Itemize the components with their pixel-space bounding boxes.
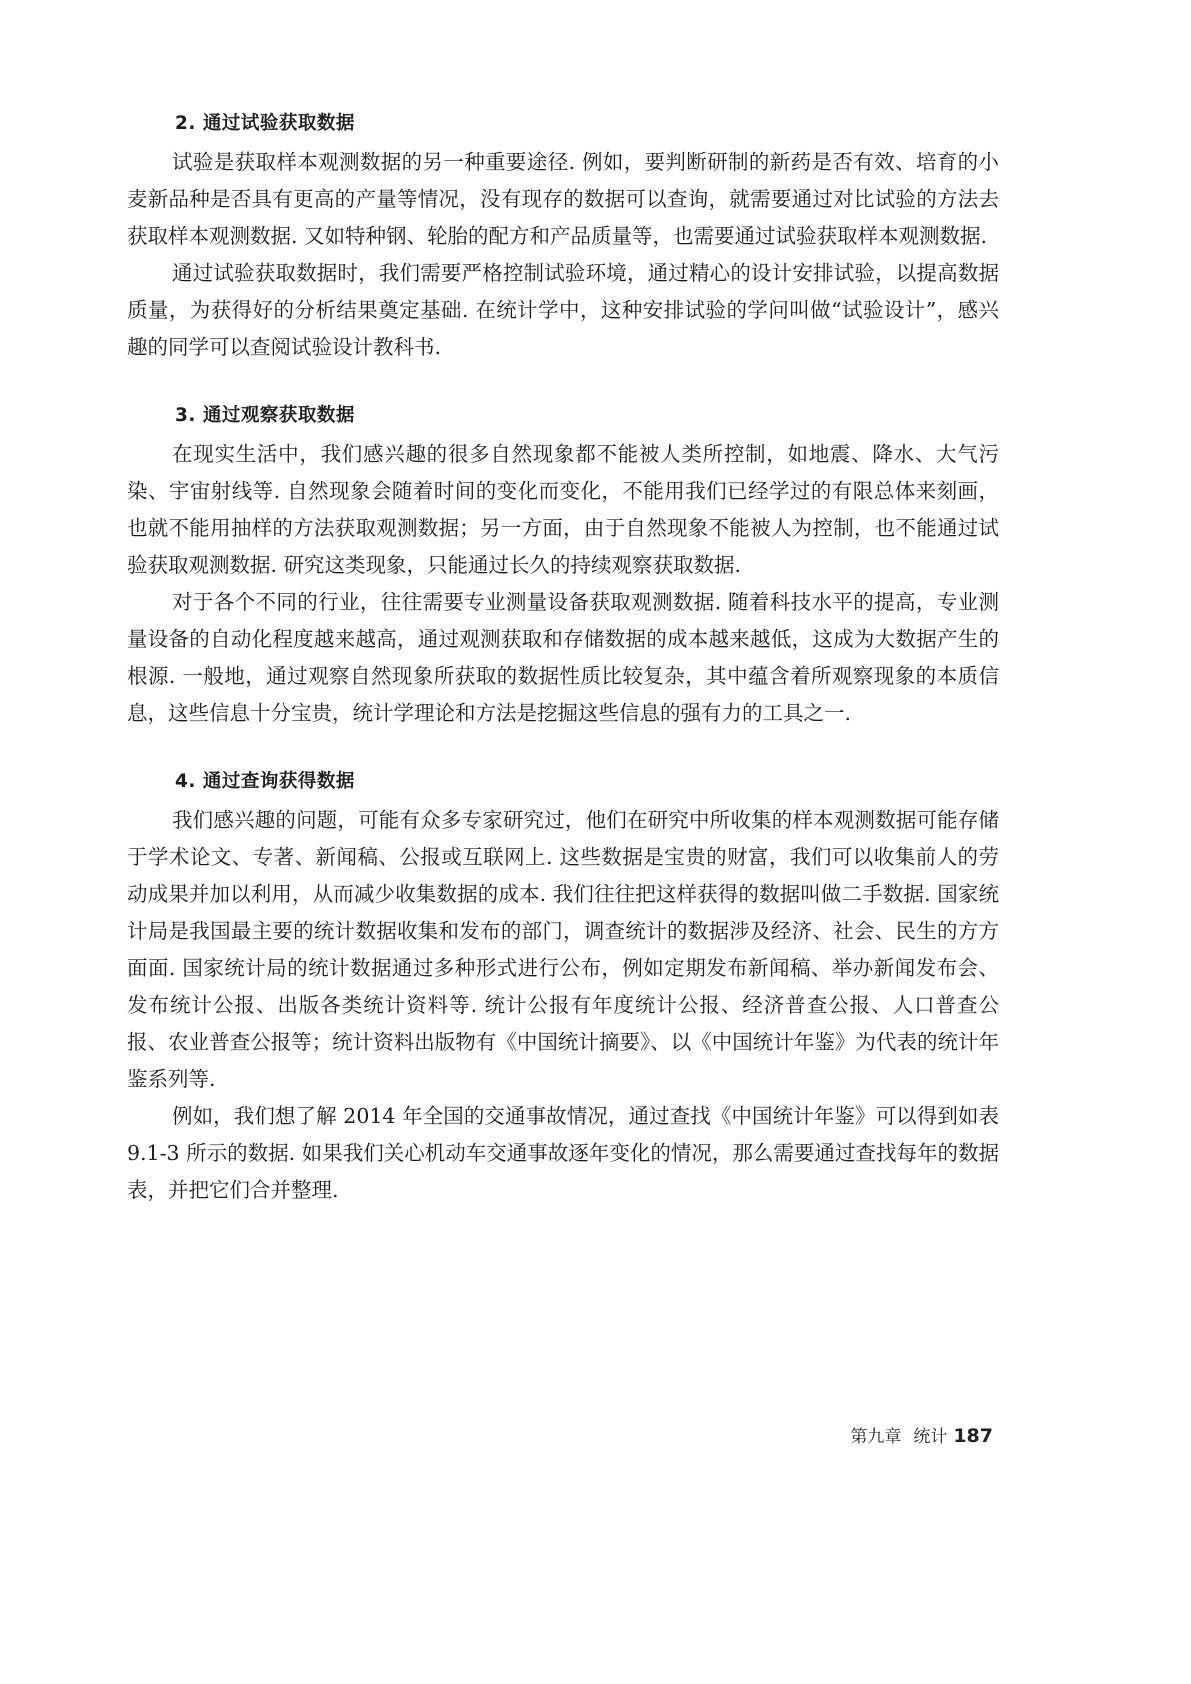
paragraph: 在现实生活中，我们感兴趣的很多自然现象都不能被人类所控制，如地震、降水、大气污染、宇宙射线等. 自然现象会随着时间的变化而变化，不能用我们已经学过的有限总体来刻画，也就不能用抽样的方法获取观测数据；另一方面，由于自然现象不能被人为控制，也不能通过试验获取观测数据. 研究这类现象，只能通过长久的持续观察获取数据. — [127, 442, 999, 577]
page-number: 187 — [953, 1425, 993, 1447]
paragraph: 试验是获取样本观测数据的另一种重要途径. 例如，要判断研制的新药是否有效、培育的小麦新品种是否具有更高的产量等情况，没有现存的数据可以查询，就需要通过对比试验的方法去获取样本观测数据. 又如特种钢、轮胎的配方和产品质量等，也需要通过试验获取样本观测数据. — [127, 150, 999, 248]
section-experiment — [127, 104, 999, 366]
section-query — [127, 762, 999, 1209]
paragraph: 通过试验获取数据时，我们需要严格控制试验环境，通过精心的设计安排试验，以提高数据质量，为获得好的分析结果奠定基础. 在统计学中，这种安排试验的学问叫做“试验设计”，感兴趣的同学可以查阅试验设计教科书. — [127, 261, 999, 359]
page-content — [127, 104, 999, 1209]
section-heading: 4. 通过查询获得数据 — [175, 771, 355, 792]
section-heading: 2. 通过试验获取数据 — [175, 113, 355, 134]
section-observation — [127, 396, 999, 732]
paragraph: 我们感兴趣的问题，可能有众多专家研究过，他们在研究中所收集的样本观测数据可能存储于学术论文、专著、新闻稿、公报或互联网上. 这些数据是宝贵的财富，我们可以收集前人的劳动成果并加以利用，从而减少收集数据的成本. 我们往往把这样获得的数据叫做二手数据. 国家统计局是我国最主要的统计数据收集和发布的部门，调查统计的数据涉及经济、社会、民生的方方面面. 国家统计局的统计数据通过多种形式进行公布，例如定期发布新闻稿、举办新闻发布会、发布统计公报、出版各类统计资料等. 统计公报有年度统计公报、经济普查公报、人口普查公报、农业普查公报等；统计资料出版物有《中国统计摘要》、以《中国统计年鉴》为代表的统计年鉴系列等. — [127, 808, 999, 1091]
footer-chapter: 第九章 — [850, 1427, 902, 1447]
section-heading: 3. 通过观察获取数据 — [175, 405, 355, 426]
paragraph: 对于各个不同的行业，往往需要专业测量设备获取观测数据. 随着科技水平的提高，专业测量设备的自动化程度越来越高，通过观测获取和存储数据的成本越来越低，这成为大数据产生的根源. 一般地，通过观察自然现象所获取的数据性质比较复杂，其中蕴含着所观察现象的本质信息，这些信息十分宝贵，统计学理论和方法是挖掘这些信息的强有力的工具之一. — [127, 590, 999, 725]
paragraph: 例如，我们想了解 2014 年全国的交通事故情况，通过查找《中国统计年鉴》可以得到如表 9.1-3 所示的数据. 如果我们关心机动车交通事故逐年变化的情况，那么需要通过查找每年的数据表，并把它们合并整理. — [127, 1104, 999, 1202]
footer-chapter-title: 统计 — [913, 1427, 948, 1447]
page-footer — [850, 1422, 993, 1447]
